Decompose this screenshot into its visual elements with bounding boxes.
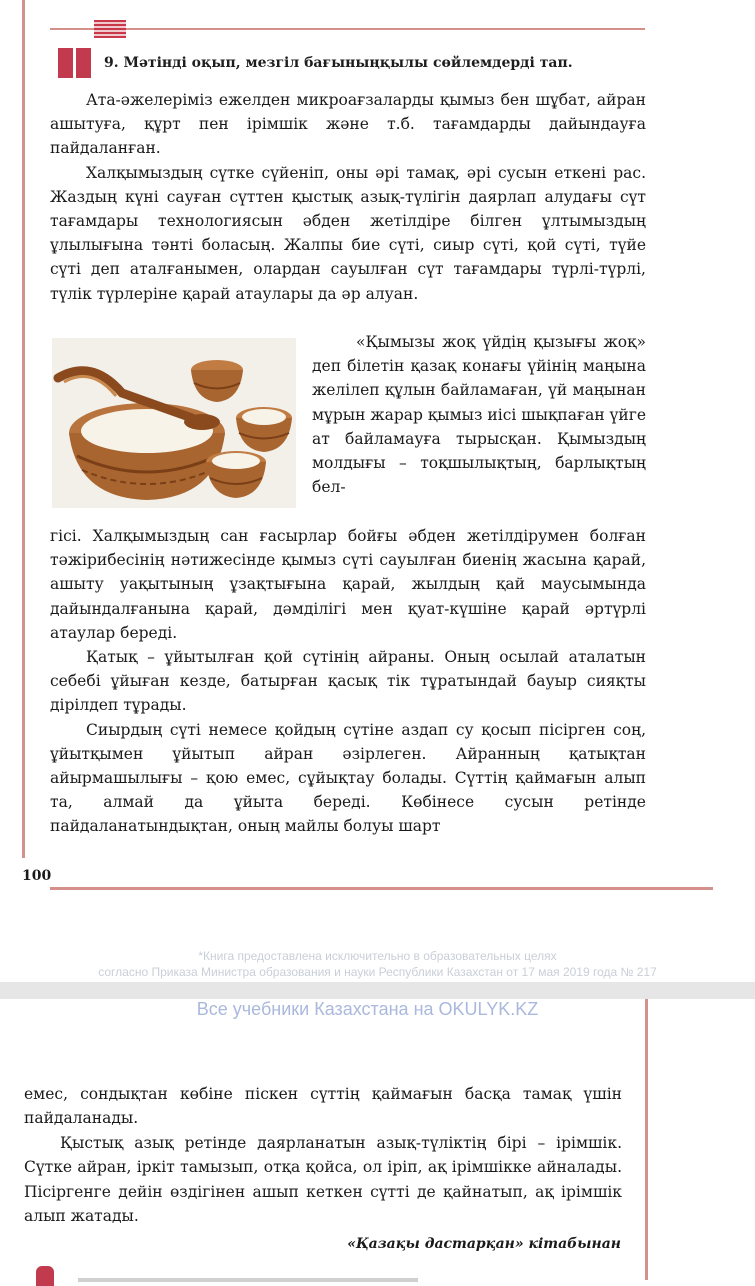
page-separator [0, 982, 755, 999]
text-block-bottom [50, 524, 646, 839]
paragraph-4: Қатық – ұйытылған қой сүтінің айраны. Оның осылай аталатын себебі ұйыған кезде, батырған қасық тік тұратындай бауыр сияқты дірілдеп тұрады. [50, 648, 646, 715]
kumis-bowls-photo [52, 338, 296, 508]
text-beside-photo [312, 330, 646, 499]
paragraph-3-end: гісі. Халқымыздың сан ғасырлар бойғы әбден жетілдірумен болған тәжірибесінің нәтижесінде қымыз сүті сауылған биенің жасына қарай, ашыту уақытының ұзақтығына қарай, жылдың қай маусымында дайындалғанына қарай, дәмділігі мен қуат-күшіне қарай әртүрлі атаулар береді. [50, 527, 646, 642]
paragraph-3-start: «Қымызы жоқ үйдің қызығы жоқ» деп білетін қазақ конағы үйінің маңына желілеп құлын байламаған, үй маңынан мұрын жарар қымыз иісі шықпаған үйге ат байламауға тырысқан. Қымыздың молдығы – тоқшылықтың, барлықтың бел- [312, 333, 646, 497]
paragraph-6: емес, сондықтан көбіне піскен сүттің қаймағын басқа тамақ үшін пайдаланады. [24, 1085, 622, 1128]
cut-off-next-heading [78, 1272, 418, 1282]
bottom-rule [50, 887, 713, 890]
left-border-rule [22, 0, 25, 858]
top-rule [50, 28, 645, 30]
next-task-marker-icon [36, 1266, 54, 1286]
watermark-link[interactable]: Все учебники Казахстана на OKULYK.KZ [196, 999, 539, 1019]
page-number: 100 [22, 868, 52, 884]
paragraph-2: Халқымыздың сүтке сүйеніп, оны әрі тамақ, әрі сусын еткені рас. Жаздың күні сауған сүттен қыстық азық-түлігін даярлап алудағы сүт тағамдары технологиясын әбден жетілдіре білген ұлтымыздың ұлылығына тәнті боласың. Жалпы бие сүті, сиыр сүті, қой сүті, түйе сүті деп аталғанымен, олардан сауылған сүт тағамдары түрлі-түрлі, түлік түрлеріне қарай атаулары да әр алуан. [50, 163, 646, 303]
book-icon [58, 48, 92, 78]
task-heading: 9. Мәтінді оқып, мезгіл бағыныңқылы сөйлемдерді тап. [104, 55, 573, 71]
source-citation: «Қазақы дастарқан» кітабынан [347, 1236, 621, 1252]
legal-notice-line-1: *Книга предоставлена исключительно в образовательных целях [198, 949, 557, 963]
legal-notice-line-2: согласно Приказа Министра образования и науки Республики Казахстан от 17 мая 2019 года № 217 [98, 965, 657, 979]
header-stripes-icon [94, 20, 126, 38]
text-block-top [50, 88, 646, 306]
paragraph-1: Ата-әжелеріміз ежелден микроағзаларды қымыз бен шұбат, айран ашытуға, құрт пен ірімшік және т.б. тағамдарды дайындауға пайдаланған. [50, 91, 646, 158]
text-block-next-page [24, 1082, 622, 1228]
paragraph-5: Сиырдың сүті немесе қойдың сүтіне аздап су қосып пісірген соң, ұйытқымен ұйытып айран әзірлеген. Айранның қатықтан айырмашылығы – қою емес, сұйықтау болады. Сүттің қаймағын алып та, алмай да ұйыта береді. Көбінесе сусын ретінде пайдаланатындықтан, оның майлы болуы шарт [50, 720, 646, 836]
paragraph-7: Қыстық азық ретінде даярланатын азық-түліктің бірі – ірімшік. Сүтке айран, іркіт тамызып, отқа қойса, ол іріп, ақ ірімшікке айналады. Пісіргенге дейін өздігінен ашып кеткен сүтті де қайнатып, ақ ірімшік алып жатады. [24, 1133, 622, 1226]
right-border-rule [645, 999, 648, 1280]
